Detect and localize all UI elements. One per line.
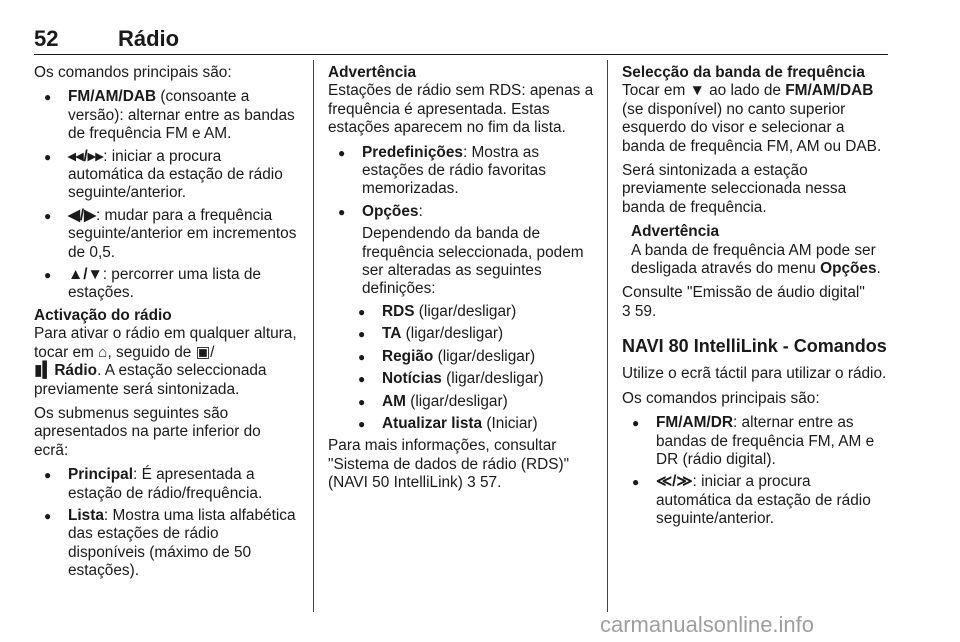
intro-text: Os comandos principais são:: [34, 64, 232, 81]
navi-controls-list: [622, 414, 888, 528]
list-item: ● FM/AM/DAB (consoante a versão): alternar entre as bandas de frequência FM e AM.: [34, 88, 298, 143]
list-item: ● RDS (ligar/desligar): [328, 303, 594, 321]
dab-reference-text: Consulte "Emissão de áudio digital" 3 59.: [622, 284, 865, 320]
page-header: [34, 24, 888, 55]
list-item: ● ▲/▼: percorrer uma lista de estações.: [34, 266, 298, 303]
controls-list: [34, 88, 298, 302]
note-heading: Advertência: [631, 223, 720, 241]
band-heading: Selecção da banda de frequência: [622, 64, 865, 81]
list-item: ● ◂◂/▸▸: iniciar a procura automática da estação de rádio seguinte/anterior.: [34, 148, 298, 203]
submenus-list: [34, 466, 298, 580]
main-controls-intro: Os comandos principais são:: [622, 389, 820, 407]
band-text: Tocar em ▼ ao lado de FM/AM/DAB (se disponível) no canto superior esquerdo do visor e selecionar a banda de frequência FM, AM ou DAB.: [622, 82, 882, 155]
list-item: ● AM (ligar/desligar): [328, 393, 594, 411]
car-radio-icon: ▣: [195, 343, 211, 361]
note-text: A banda de frequência AM pode ser desligada através do menu Opções.: [631, 241, 881, 278]
more-info-text: Para mais informações, consultar "Sistema de dados de rádio (RDS)" (NAVI 50 IntelliLink) 3 57.: [328, 437, 570, 492]
list-item: ● Notícias (ligar/desligar): [328, 370, 594, 388]
column-divider: [313, 60, 314, 612]
list-item: ● ≪/≫: iniciar a procura automática da estação de rádio seguinte/anterior.: [622, 473, 888, 528]
note-text: Estações de rádio sem RDS: apenas a frequência é apresentada. Estas estações aparecem no fim da lista.: [328, 82, 594, 137]
list-item: ● Opções:: [328, 203, 594, 221]
options-list: [328, 303, 594, 433]
column-1: [34, 64, 298, 585]
radio-icon: ▮▍: [34, 362, 55, 380]
navi-heading: NAVI 80 IntelliLink - Comandos: [622, 336, 887, 357]
list-item: ● Atualizar lista (Iniciar): [328, 415, 594, 433]
column-3: [622, 64, 888, 533]
tuned-text: Será sintonizada a estação previamente seleccionada nessa banda de frequência.: [622, 162, 847, 216]
list-item: ● FM/AM/DR: alternar entre as bandas de frequência FM, AM e DR (rádio digital).: [622, 414, 888, 469]
menu-list: [328, 144, 594, 222]
touch-text: Utilize o ecrã táctil para utilizar o rádio.: [622, 365, 887, 383]
home-icon: ⌂: [98, 343, 108, 361]
list-item: ● Região (ligar/desligar): [328, 348, 594, 366]
activation-heading: Activação do rádio: [34, 306, 172, 324]
column-divider: [607, 60, 608, 612]
list-item: ● Lista: Mostra uma lista alfabética das estações de rádio disponíveis (máximo de 50 estações).: [34, 507, 298, 581]
page-number: 52: [34, 26, 59, 51]
list-item: ● Principal: É apresentada a estação de rádio/frequência.: [34, 466, 298, 503]
section-title: Rádio: [118, 26, 180, 51]
options-description: Dependendo da banda de frequência seleccionada, podem ser alteradas as seguintes definições:: [362, 225, 584, 298]
submenus-intro: Os submenus seguintes são apresentados na parte inferior do ecrã:: [34, 404, 261, 459]
watermark: carmanualsonline.info: [600, 612, 815, 637]
page-reference: 3 59.: [622, 302, 657, 320]
list-item: ● TA (ligar/desligar): [328, 325, 594, 343]
activation-text: Para ativar o rádio em qualquer altura, tocar em ⌂, seguido de ▣/ ▮▍Rádio. A estação seleccionada previamente será sintonizada.: [34, 325, 297, 398]
list-item: ● ◀/▶: mudar para a frequência seguinte/anterior em incrementos de 0,5.: [34, 207, 298, 262]
column-2: [328, 64, 594, 499]
list-item: ● Predefinições: Mostra as estações de rádio favoritas memorizadas.: [328, 144, 594, 199]
note-heading: Advertência: [328, 64, 417, 81]
note-box: [622, 223, 888, 278]
page-reference: 3 57.: [467, 474, 502, 492]
